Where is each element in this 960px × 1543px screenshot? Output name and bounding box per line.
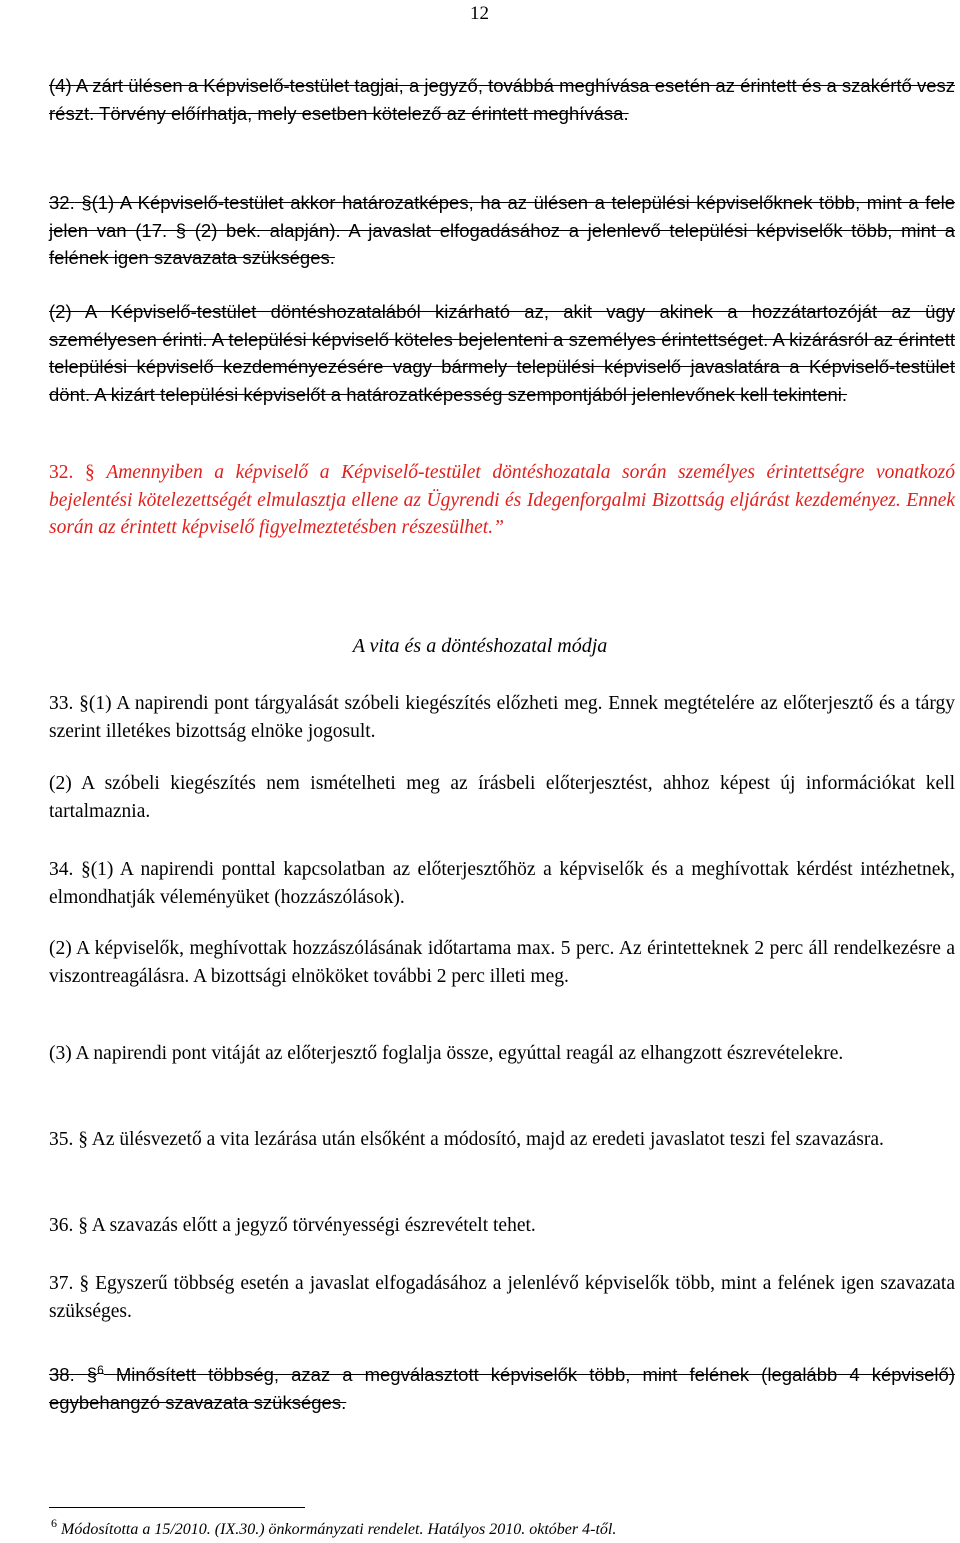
section-33-p1 <box>49 690 955 745</box>
section-marker: 38. <box>49 1364 75 1385</box>
section-34-p3 <box>49 1040 955 1068</box>
section-marker: 32. <box>49 462 74 483</box>
section-32-old <box>49 189 955 272</box>
footnote-text: Módosította a 15/2010. (IX.30.) önkormányzati rendelet. Hatályos 2010. október 4-től. <box>61 1521 617 1538</box>
section-34-p2 <box>49 935 955 990</box>
section-text: § Egyszerű többség esetén a javaslat elfogadásához a jelenlévő képviselők több, mint a felének igen szavazata szükséges. <box>49 1273 955 1322</box>
section-text: § A szavazás előtt a jegyző törvényességi észrevételt tehet. <box>78 1215 536 1236</box>
footnote-divider <box>49 1507 305 1508</box>
footnote <box>51 1513 616 1540</box>
section-marker: 37. <box>49 1273 74 1294</box>
section-32-new <box>49 459 955 542</box>
footnote-number: 6 <box>51 1516 57 1530</box>
section-36 <box>49 1212 955 1240</box>
section-heading: A vita és a döntéshozatal módja <box>352 635 608 657</box>
section-marker: 34. <box>49 859 74 880</box>
section-text: Amennyiben a képviselő a Képviselő-testület döntéshozatala során személyes érintettségre vonatkozó bejelentési kötelezettségét elmulasztja ellene az Ügyrendi és Idegenforgalmi Bizottság eljárást kezdeményez. Ennek során az érintett képviselő figyelmeztetésben részesülhet.” <box>49 462 956 539</box>
section-marker: 32. <box>49 192 75 213</box>
section-text: Minősített többség, azaz a megválasztott képviselők több, mint felének (legalább 4 képviselő) egybehangzó szavazata szükséges. <box>49 1364 955 1413</box>
section-38 <box>49 1357 955 1416</box>
section-sign: § <box>84 462 95 483</box>
section-marker: 33. <box>49 693 74 714</box>
section-33-p2 <box>49 770 955 825</box>
paragraph-text: (3) A napirendi pont vitáját az előterjesztő foglalja össze, egyúttal reagál az elhangzott észrevételekre. <box>49 1043 844 1064</box>
paragraph-text: §(1) A napirendi ponttal kapcsolatban az előterjesztőhöz a képviselők és a meghívottak kérdést intézhetnek, elmondhatják véleményüket (hozzászólások). <box>49 859 956 908</box>
section-34-p1 <box>49 856 955 911</box>
section-text-b: A javaslat elfogadásához a jelenlevő települési képviselők több, mint a felének igen szavazata szükséges. <box>49 219 955 269</box>
paragraph-text: (2) A szóbeli kiegészítés nem ismételheti meg az írásbeli előterjesztést, ahhoz képest új információkat kell tartalmaznia. <box>49 773 955 822</box>
section-marker: 35. <box>49 1129 74 1150</box>
paragraph-text: A zárt ülésen a Képviselő-testület tagjai, a jegyző, továbbá meghívása esetén az érintett és a szakértő vesz részt. Törvény előírhatja, mely esetben kötelező az érintett meghívása. <box>49 75 955 124</box>
paragraph-text: §(1) A napirendi pont tárgyalását szóbeli kiegészítés előzheti meg. Ennek megtételére az előterjesztő és a tárgy szerint illetékes bizottság elnöke jogosult. <box>49 693 956 742</box>
paragraph-4 <box>49 72 955 127</box>
paragraph-text: (2) A Képviselő-testület döntéshozatalából kizárható az, akit vagy akinek a hozzátartozóját az ügy személyesen érinti. A települési képviselő köteles bejelenteni a személyes érintettséget. A kizárásról az érintett települési képviselő kezdeményezésére vagy bármely települési képviselő javaslatára a Képviselő-testület dönt. A kizárt települési képviselőt a határozatképesség szempontjából jelenlevőnek kell tekinteni. <box>49 301 955 405</box>
section-marker: 36. <box>49 1215 74 1236</box>
section-37 <box>49 1270 955 1325</box>
section-text-a: §(1) A Képviselő-testület akkor határozatképes, ha az ülésen a települési képviselőknek több, mint a fele jelen van (17. § (2) bek. alapján). <box>49 192 956 241</box>
section-text: § Az ülésvezető a vita lezárása után elsőként a módosító, majd az eredeti javaslatot teszi fel szavazásra. <box>78 1129 884 1150</box>
section-sign: § <box>86 1364 98 1385</box>
section-35 <box>49 1126 955 1154</box>
paragraph-marker: (4) <box>49 75 72 96</box>
page-number: 12 <box>470 3 489 24</box>
paragraph-text: (2) A képviselők, meghívottak hozzászólásának időtartama max. 5 perc. Az érintetteknek 2 perc áll rendelkezésre a viszontreagálásra. A bizottsági elnököket további 2 perc illeti meg. <box>49 938 955 987</box>
section-32-old-p2 <box>49 298 955 408</box>
footnote-ref: 6 <box>97 1363 104 1377</box>
